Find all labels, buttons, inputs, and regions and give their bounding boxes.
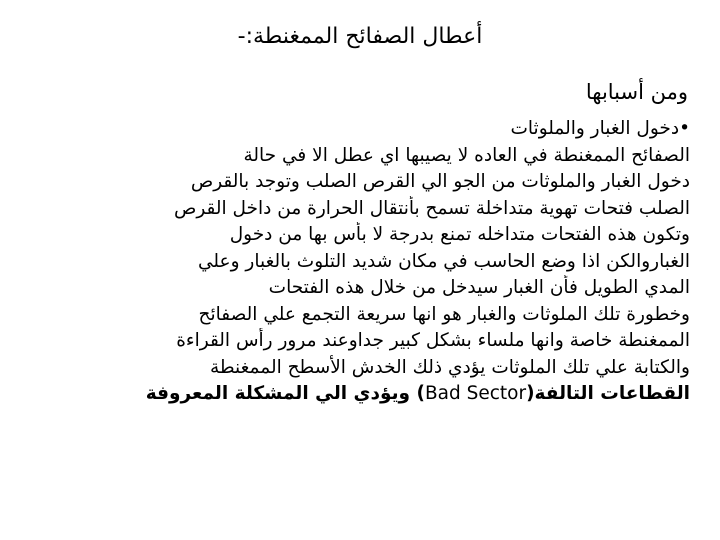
- last-line-prefix: القطاعات التالفة(: [526, 383, 690, 404]
- text-line: المدي الطويل فأن الغبار سيدخل من خلال هذه الفتحات: [268, 277, 690, 298]
- text-line: والكتابة علي تلك الملوثات يؤدي ذلك الخدش الأسطح الممغنطة: [209, 356, 690, 378]
- text-line: وخطورة تلك الملوثات والغبار هو انها سريعة التجمع علي الصفائح: [198, 303, 690, 325]
- text-line: الممغنطة خاصة وانها ملساء بشكل كبير جداوعند مرور رأس القراءة: [176, 330, 690, 351]
- text-line: الغباروالكن اذا وضع الحاسب في مكان شديد التلوث بالغبار وعلي: [198, 250, 690, 272]
- slide-subtitle: ومن أسبابها: [585, 80, 688, 104]
- text-line: الصفائح الممغنطة في العاده لا يصيبها اي عطل الا في حالة: [243, 144, 690, 166]
- text-line: الصلب فتحات تهوية متداخلة تسمح بأنتقال الحرارة من داخل القرص: [173, 197, 690, 219]
- bad-sector-term: Bad Sector: [424, 383, 527, 404]
- text-line: دخول الغبار والملوثات من الجو الي القرص الصلب وتوجد بالقرص: [190, 171, 690, 192]
- last-line-suffix: ) ويؤدي الي المشكلة المعروفة: [145, 383, 425, 404]
- body-text: [30, 116, 690, 408]
- text-line: وتكون هذه الفتحات متداخله تمنع بدرجة لا بأس بها من دخول: [229, 224, 690, 245]
- text-line: •دخول الغبار والملوثات: [510, 118, 690, 139]
- text-line-last: [30, 381, 690, 408]
- slide-title: أعطال الصفائح الممغنطة:-: [237, 24, 483, 49]
